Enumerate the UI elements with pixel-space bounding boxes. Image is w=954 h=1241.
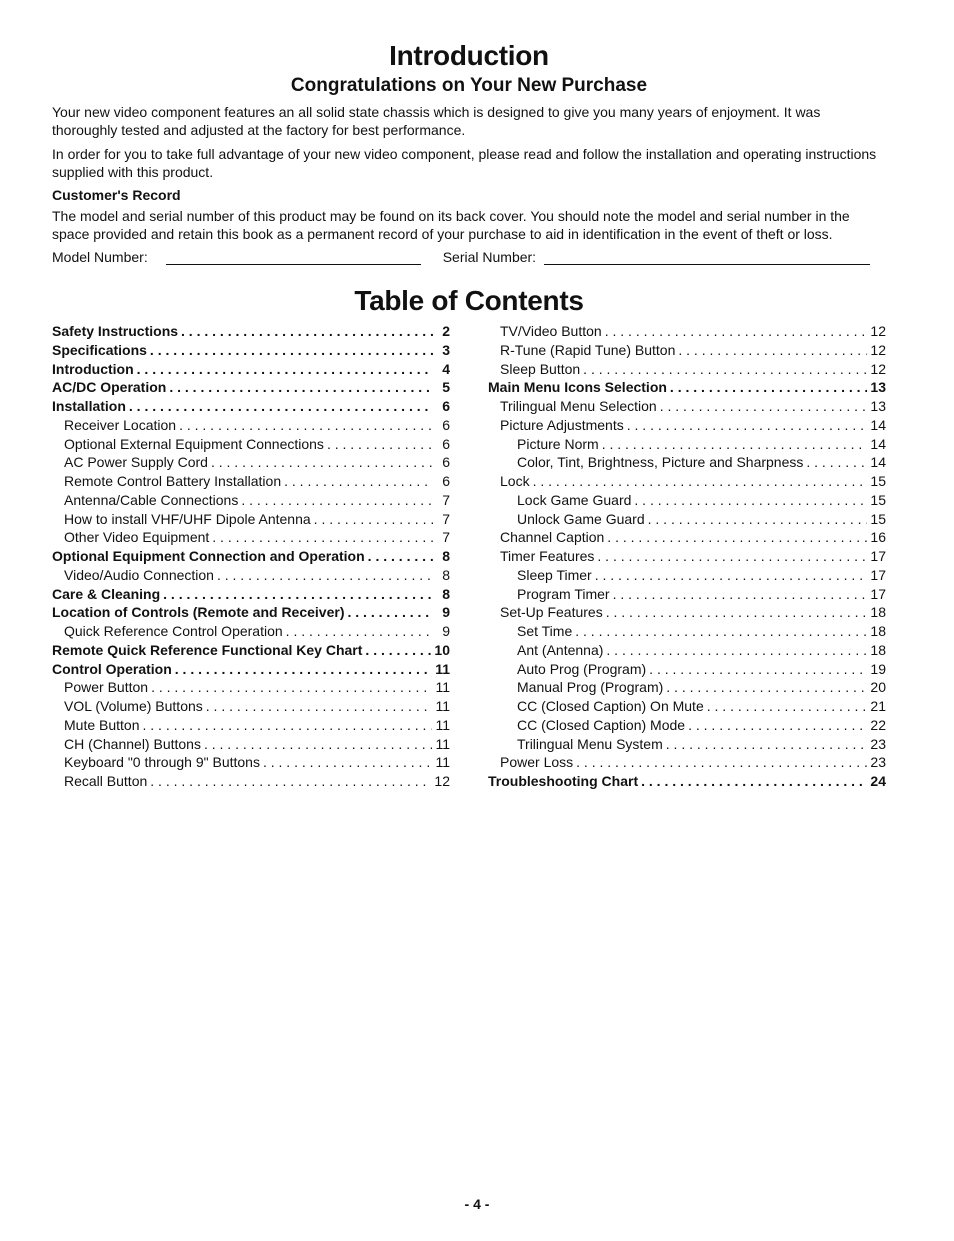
toc-entry bbox=[52, 661, 450, 680]
toc-entry-page: 14 bbox=[870, 416, 886, 433]
toc-entry-label: Lock Game Guard bbox=[517, 491, 632, 508]
toc-entry-label: Lock bbox=[500, 473, 530, 489]
toc-entry bbox=[488, 511, 886, 530]
toc-entry bbox=[488, 698, 886, 717]
toc-entry-label: Optional External Equipment Connections bbox=[64, 435, 324, 452]
toc-entry bbox=[488, 679, 886, 698]
toc-leader-dots bbox=[660, 398, 868, 414]
toc-entry-page: 13 bbox=[870, 398, 886, 414]
toc-entry-page: 14 bbox=[870, 435, 886, 452]
toc-entry bbox=[488, 754, 886, 773]
toc-leader-dots bbox=[163, 586, 433, 602]
toc-entry-page: 6 bbox=[442, 435, 450, 452]
toc-entry-label: Picture Norm bbox=[517, 435, 599, 452]
toc-entry bbox=[52, 379, 450, 398]
toc-leader-dots bbox=[595, 567, 868, 583]
toc-entry bbox=[52, 529, 450, 548]
toc-entry-page: 23 bbox=[870, 754, 886, 771]
toc-entry-page: 8 bbox=[442, 548, 450, 564]
toc-entry bbox=[52, 567, 450, 586]
toc-entry bbox=[488, 454, 886, 473]
toc-entry-label: Other Video Equipment bbox=[64, 529, 210, 546]
toc-leader-dots bbox=[151, 679, 432, 695]
toc-leader-dots bbox=[286, 623, 433, 639]
toc-leader-dots bbox=[666, 679, 867, 695]
toc-entry-page: 17 bbox=[870, 585, 886, 602]
intro-title: Introduction bbox=[389, 40, 549, 71]
toc-leader-dots bbox=[284, 473, 433, 489]
toc-leader-dots bbox=[648, 511, 868, 527]
toc-entry-page: 8 bbox=[442, 585, 450, 602]
toc-entry-label: Care & Cleaning bbox=[52, 585, 161, 602]
toc-entry-label: CH (Channel) Buttons bbox=[64, 735, 201, 752]
toc-leader-dots bbox=[314, 511, 433, 527]
toc-entry-page: 16 bbox=[870, 529, 886, 546]
toc-leader-dots bbox=[241, 492, 433, 508]
toc-entry-page: 11 bbox=[435, 660, 450, 677]
toc-leader-dots bbox=[641, 773, 867, 789]
customer-record-paragraph: The model and serial number of this product may be found on its back cover. You should note the model and serial number in the space provided and retain this book as a permanent record of your purchase to aid in identification in the event of theft or loss. bbox=[52, 208, 850, 242]
toc-entry-label: CC (Closed Caption) Mode bbox=[517, 716, 686, 733]
toc-entry-label: Ant (Antenna) bbox=[517, 641, 604, 658]
toc-leader-dots bbox=[368, 548, 433, 564]
toc-leader-dots bbox=[806, 454, 867, 470]
toc-entry-label: Program Timer bbox=[517, 585, 610, 602]
toc-leader-dots bbox=[613, 586, 868, 602]
toc-leader-dots bbox=[150, 773, 431, 789]
toc-entry bbox=[488, 586, 886, 605]
toc-entry bbox=[488, 567, 886, 586]
toc-entry-page: 4 bbox=[442, 360, 450, 377]
toc-entry-page: 12 bbox=[870, 341, 886, 358]
toc-entry-label: AC/DC Operation bbox=[52, 379, 167, 396]
toc-entry bbox=[52, 679, 450, 698]
toc-entry-label: Channel Caption bbox=[500, 529, 605, 546]
toc-entry-page: 17 bbox=[870, 566, 886, 583]
toc-leader-dots bbox=[150, 342, 433, 358]
toc-entry-label: Control Operation bbox=[52, 660, 172, 677]
toc-leader-dots bbox=[217, 567, 433, 583]
toc-leader-dots bbox=[583, 361, 867, 377]
toc-entry-page: 12 bbox=[870, 323, 886, 339]
intro-paragraph-2: In order for you to take full advantage of your new video component, please read and follow the installation and operating instructions supplied with this product. bbox=[52, 146, 877, 180]
toc-entry bbox=[52, 604, 450, 623]
toc-entry-page: 7 bbox=[442, 491, 450, 508]
toc-entry bbox=[488, 379, 886, 398]
toc-entry bbox=[488, 436, 886, 455]
toc-entry-page: 9 bbox=[442, 623, 450, 639]
toc-leader-dots bbox=[206, 698, 433, 714]
toc-leader-dots bbox=[576, 754, 867, 770]
toc-entry-label: Specifications bbox=[52, 341, 147, 358]
toc-entry bbox=[52, 623, 450, 642]
toc-entry bbox=[52, 698, 450, 717]
toc-entry-label: TV/Video Button bbox=[500, 323, 602, 339]
intro-paragraph-1: Your new video component features an all solid state chassis which is designed to give you many years of enjoyment. It was thoroughly tested and adjusted at the factory for best performance. bbox=[52, 104, 821, 138]
toc-entry-page: 10 bbox=[434, 641, 450, 658]
toc-leader-dots bbox=[129, 398, 433, 414]
toc-entry-label: Timer Features bbox=[500, 548, 595, 564]
toc-entry bbox=[52, 436, 450, 455]
toc-entry-page: 21 bbox=[870, 698, 886, 714]
toc-entry-page: 9 bbox=[442, 604, 450, 621]
toc-entry-label: Receiver Location bbox=[64, 416, 177, 433]
toc-entry-label: Set Time bbox=[517, 623, 573, 639]
toc-entry-label: Picture Adjustments bbox=[500, 416, 624, 433]
toc-entry-label: Quick Reference Control Operation bbox=[64, 623, 283, 639]
toc-entry-page: 6 bbox=[442, 454, 450, 471]
toc-entry bbox=[488, 548, 886, 567]
document-page bbox=[52, 40, 886, 792]
toc-leader-dots bbox=[263, 754, 432, 770]
toc-entry-page: 19 bbox=[870, 660, 886, 677]
toc-entry-page: 11 bbox=[435, 679, 450, 696]
toc-entry-page: 7 bbox=[442, 529, 450, 546]
toc-entry bbox=[52, 773, 450, 792]
toc-entry-label: Power Button bbox=[64, 679, 149, 696]
toc-entry bbox=[488, 398, 886, 417]
toc-entry bbox=[488, 529, 886, 548]
toc-entry bbox=[488, 717, 886, 736]
toc-entry-page: 11 bbox=[435, 754, 450, 771]
toc-entry-page: 20 bbox=[870, 679, 886, 696]
toc-entry-page: 17 bbox=[870, 548, 886, 564]
toc-entry-label: Power Loss bbox=[500, 754, 574, 771]
toc-entry-page: 24 bbox=[870, 773, 886, 789]
toc-entry-page: 11 bbox=[435, 698, 450, 714]
toc-entry-label: Keyboard "0 through 9" Buttons bbox=[64, 754, 260, 771]
toc-entry-label: AC Power Supply Cord bbox=[64, 454, 208, 471]
toc-leader-dots bbox=[533, 473, 868, 489]
toc-leader-dots bbox=[143, 717, 433, 733]
toc-leader-dots bbox=[327, 436, 433, 452]
toc-entry-page: 15 bbox=[870, 473, 886, 489]
toc-leader-dots bbox=[634, 492, 867, 508]
toc-leader-dots bbox=[137, 361, 433, 377]
toc-entry-label: Video/Audio Connection bbox=[64, 566, 214, 583]
toc-entry-label: Trilingual Menu Selection bbox=[500, 398, 657, 414]
toc-entry bbox=[488, 473, 886, 492]
toc-entry-label: CC (Closed Caption) On Mute bbox=[517, 698, 704, 714]
toc-entry bbox=[52, 754, 450, 773]
toc-entry-page: 14 bbox=[870, 454, 886, 471]
toc-entry-label: Troubleshooting Chart bbox=[488, 773, 639, 789]
toc-entry bbox=[488, 342, 886, 361]
toc-leader-dots bbox=[204, 736, 433, 752]
toc-entry bbox=[52, 361, 450, 380]
toc-entry-page: 15 bbox=[870, 491, 886, 508]
toc-entry-page: 6 bbox=[442, 473, 450, 489]
toc-entry bbox=[52, 511, 450, 530]
toc-entry-label: Sleep Button bbox=[500, 360, 581, 377]
toc-leader-dots bbox=[649, 661, 867, 677]
toc-entry bbox=[488, 642, 886, 661]
toc-entry-page: 3 bbox=[442, 341, 450, 358]
toc-leader-dots bbox=[169, 379, 433, 395]
toc-entry bbox=[488, 323, 886, 342]
toc-entry bbox=[488, 736, 886, 755]
toc-entry bbox=[52, 473, 450, 492]
toc-leader-dots bbox=[605, 323, 868, 339]
toc-entry-page: 5 bbox=[442, 379, 450, 396]
toc-entry-page: 18 bbox=[870, 604, 886, 621]
model-number-blank bbox=[166, 250, 421, 265]
toc-entry bbox=[52, 548, 450, 567]
toc-entry-label: Recall Button bbox=[64, 773, 148, 789]
toc-leader-dots bbox=[607, 529, 867, 545]
serial-number-blank bbox=[544, 250, 870, 265]
toc-entry-label: Color, Tint, Brightness, Picture and Sharpness bbox=[517, 454, 804, 471]
toc-title: Table of Contents bbox=[354, 285, 584, 316]
toc-entry-page: 12 bbox=[870, 360, 886, 377]
toc-leader-dots bbox=[597, 548, 867, 564]
toc-entry bbox=[488, 417, 886, 436]
toc-entry-label: R-Tune (Rapid Tune) Button bbox=[500, 341, 676, 358]
toc-entry-page: 6 bbox=[442, 416, 450, 433]
toc-entry bbox=[52, 717, 450, 736]
toc-entry-label: Installation bbox=[52, 398, 126, 414]
table-of-contents bbox=[52, 323, 886, 792]
toc-entry-label: VOL (Volume) Buttons bbox=[64, 698, 203, 714]
toc-entry-page: 12 bbox=[434, 773, 450, 789]
toc-left-column bbox=[52, 323, 450, 792]
toc-entry bbox=[52, 342, 450, 361]
toc-leader-dots bbox=[678, 342, 867, 358]
toc-entry-label: Trilingual Menu System bbox=[517, 735, 663, 752]
toc-entry bbox=[52, 417, 450, 436]
toc-leader-dots bbox=[347, 604, 433, 620]
toc-entry-label: Auto Prog (Program) bbox=[517, 660, 647, 677]
toc-entry bbox=[52, 642, 450, 661]
toc-leader-dots bbox=[179, 417, 433, 433]
toc-entry-page: 8 bbox=[442, 566, 450, 583]
toc-entry-label: Optional Equipment Connection and Operation bbox=[52, 548, 365, 564]
toc-entry-page: 2 bbox=[442, 323, 450, 339]
toc-entry bbox=[52, 586, 450, 605]
toc-leader-dots bbox=[627, 417, 868, 433]
toc-entry-label: Remote Quick Reference Functional Key Chart bbox=[52, 641, 363, 658]
toc-leader-dots bbox=[575, 623, 867, 639]
toc-entry-label: Set-Up Features bbox=[500, 604, 603, 621]
toc-entry bbox=[488, 623, 886, 642]
record-fields bbox=[52, 249, 886, 265]
toc-right-column bbox=[488, 323, 886, 792]
toc-entry-page: 23 bbox=[870, 735, 886, 752]
toc-leader-dots bbox=[602, 436, 868, 452]
toc-entry bbox=[52, 398, 450, 417]
toc-leader-dots bbox=[707, 698, 868, 714]
model-number-label: Model Number: bbox=[52, 249, 148, 265]
toc-leader-dots bbox=[181, 323, 433, 339]
toc-entry bbox=[488, 773, 886, 792]
toc-entry-label: Location of Controls (Remote and Receiver) bbox=[52, 604, 345, 621]
toc-entry bbox=[488, 492, 886, 511]
toc-leader-dots bbox=[606, 642, 867, 658]
toc-entry bbox=[488, 661, 886, 680]
toc-entry-page: 15 bbox=[870, 510, 886, 527]
toc-entry-label: How to install VHF/UHF Dipole Antenna bbox=[64, 510, 311, 527]
toc-entry bbox=[488, 604, 886, 623]
toc-entry bbox=[52, 454, 450, 473]
serial-number-label: Serial Number: bbox=[442, 249, 537, 265]
intro-subtitle: Congratulations on Your New Purchase bbox=[290, 75, 648, 96]
toc-entry-page: 18 bbox=[870, 623, 886, 639]
toc-entry-label: Manual Prog (Program) bbox=[517, 679, 664, 696]
toc-leader-dots bbox=[670, 379, 868, 395]
toc-entry-page: 13 bbox=[870, 379, 886, 396]
toc-entry-page: 11 bbox=[435, 716, 450, 733]
toc-entry-page: 11 bbox=[435, 735, 450, 752]
toc-entry-label: Main Menu Icons Selection bbox=[488, 379, 667, 396]
toc-leader-dots bbox=[606, 604, 868, 620]
toc-entry-label: Sleep Timer bbox=[517, 566, 592, 583]
toc-entry bbox=[52, 736, 450, 755]
toc-entry-label: Introduction bbox=[52, 360, 134, 377]
customer-record-heading: Customer's Record bbox=[52, 187, 181, 203]
toc-entry-label: Antenna/Cable Connections bbox=[64, 491, 239, 508]
toc-entry-label: Remote Control Battery Installation bbox=[64, 473, 282, 489]
toc-entry-page: 7 bbox=[442, 510, 450, 527]
toc-entry-label: Mute Button bbox=[64, 716, 140, 733]
toc-entry-page: 22 bbox=[870, 716, 886, 733]
toc-entry bbox=[488, 361, 886, 380]
toc-leader-dots bbox=[211, 454, 433, 470]
page-number: - 4 - bbox=[464, 1196, 490, 1212]
toc-entry bbox=[52, 492, 450, 511]
toc-leader-dots bbox=[666, 736, 868, 752]
toc-entry-label: Safety Instructions bbox=[52, 323, 179, 339]
toc-leader-dots bbox=[688, 717, 867, 733]
toc-entry-label: Unlock Game Guard bbox=[517, 510, 645, 527]
toc-leader-dots bbox=[365, 642, 431, 658]
toc-leader-dots bbox=[212, 529, 433, 545]
toc-entry-page: 6 bbox=[442, 398, 450, 414]
toc-entry-page: 18 bbox=[870, 641, 886, 658]
toc-leader-dots bbox=[175, 661, 432, 677]
toc-entry bbox=[52, 323, 450, 342]
